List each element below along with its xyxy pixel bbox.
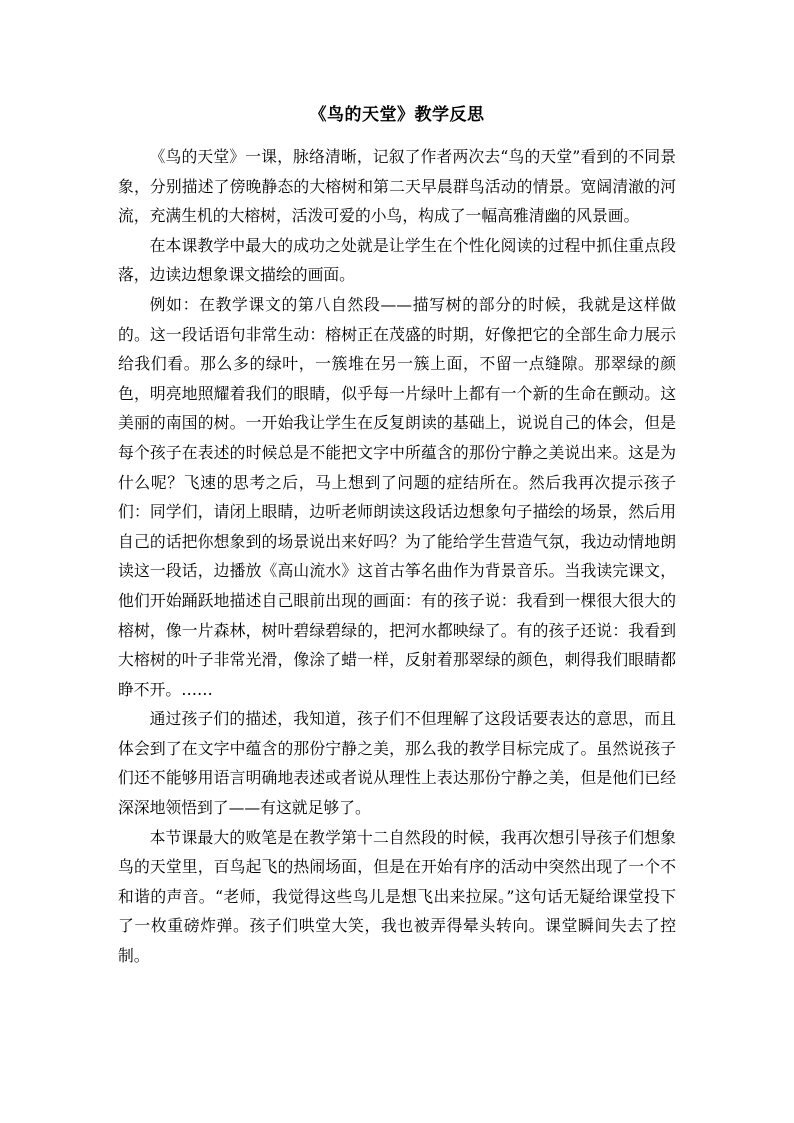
paragraph-example: 例如：在教学课文的第八自然段——描写树的部分的时候，我就是这样做的。这一段话语句非常生动：榕树正在茂盛的时期，好像把它的全部生命力展示给我们看。那么多的绿叶，一簇堆在另一簇上面，不留一点缝隙。那翠绿的颜色，明亮地照耀着我们的眼睛，似乎每一片绿叶上都有一个新的生命在颤动。这美丽的南国的树。一开始我让学生在反复朗读的基础上，说说自己的体会，但是每个孩子在表述的时候总是不能把文字中所蕴含的那份宁静之美说出来。这是为什么呢？飞速的思考之后，马上想到了问题的症结所在。然后我再次提示孩子们：同学们，请闭上眼睛，边听老师朗读这段话边想象句子描绘的场景，然后用自己的话把你想象到的场景说出来好吗？为了能给学生营造气氛，我边动情地朗读这一段话，边播放《高山流水》这首古筝名曲作为背景音乐。当我读完课文，他们开始踊跃地描述自己眼前出现的画面：有的孩子说：我看到一棵很大很大的榕树，像一片森林，树叶碧绿碧绿的，把河水都映绿了。有的孩子还说：我看到大榕树的叶子非常光滑，像涂了蜡一样，反射着那翠绿的颜色，刺得我们眼睛都睁不开。…… bbox=[118, 294, 676, 699]
paragraph-failure: 本节课最大的败笔是在教学第十二自然段的时候，我再次想引导孩子们想象鸟的天堂里，百鸟起飞的热闹场面，但是在开始有序的活动中突然出现了一个不和谐的声音。“老师，我觉得这些鸟儿是想飞出来拉屎。”这句话无疑给课堂投下了一枚重磅炸弹。孩子们哄堂大笑，我也被弄得晕头转向。课堂瞬间失去了控制。 bbox=[118, 827, 676, 966]
paragraph-intro: 《鸟的天堂》一课，脉络清晰，记叙了作者两次去“鸟的天堂”看到的不同景象，分别描述了傍晚静态的大榕树和第二天早晨群鸟活动的情景。宽阔清澈的河流，充满生机的大榕树，活泼可爱的小鸟，构成了一幅高雅清幽的风景画。 bbox=[118, 147, 676, 226]
paragraph-result: 通过孩子们的描述，我知道，孩子们不但理解了这段话要表达的意思，而且体会到了在文字中蕴含的那份宁静之美，那么我的教学目标完成了。虽然说孩子们还不能够用语言明确地表述或者说从理性上表达那份宁静之美，但是他们已经深深地领悟到了——有这就足够了。 bbox=[118, 709, 676, 818]
document-title: 《鸟的天堂》教学反思 bbox=[309, 105, 485, 125]
paragraph-success: 在本课教学中最大的成功之处就是让学生在个性化阅读的过程中抓住重点段落，边读边想象课文描绘的画面。 bbox=[118, 235, 676, 285]
document-body bbox=[118, 142, 676, 971]
